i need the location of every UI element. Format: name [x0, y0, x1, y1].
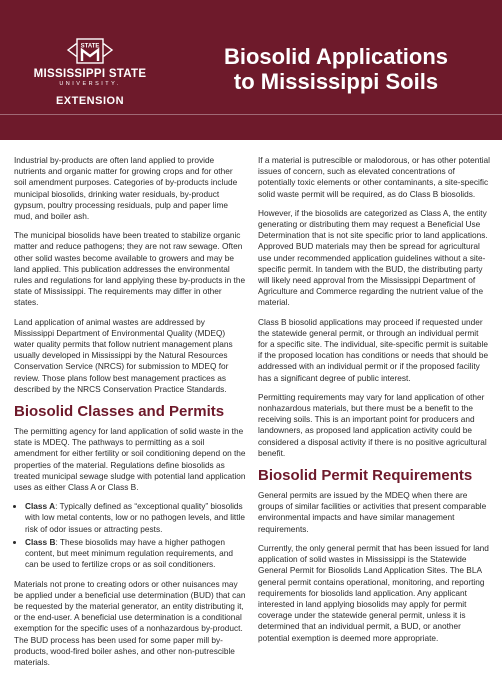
- bud-paragraph: Materials not prone to creating odors or other nuisances may be applied under a beneficial use determination (BUD) that can be requested by the material generator, an entity distributing it, or the end-user. A beneficial use determination is a conditional exemption for the specific uses of a nonhazardous by-product. The BUD process has been used for some paper mill by-products, wood-fired boiler ashes, and other non-putrescible materials.: [14, 578, 246, 667]
- putrescible-paragraph: If a material is putrescible or malodorous, or has other potential issues of concern, such as elevated concentrations of potentially toxic elements or other contaminants, a site-specific solid waste permit will be required, as do Class B biosolids.: [258, 155, 490, 199]
- msu-seal-icon: [62, 36, 118, 66]
- statewide-permit-paragraph: Currently, the only general permit that has been issued for land application of solid wastes in Mississippi is the Statewide General Permit for Biosolids Land Application Sites. The BLA general permit contains operational, monitoring, and reporting requirements for biosolids land application. Any applicant interested in land applying biosolids may apply for permit coverage under the statewide general permit, unless it is determined that an individual permit, a BUD, or another potential exemption is deemed more appropriate.: [258, 542, 489, 643]
- list-item-class-a: [25, 501, 246, 535]
- seal-text: STATE: [80, 43, 100, 50]
- page-title: [186, 44, 486, 94]
- logo-wordmark: MISSISSIPPI STATE: [33, 68, 147, 80]
- page-title-line1: Biosolid Applications: [223, 44, 449, 69]
- list-term: Class B: [25, 536, 56, 547]
- biosolids-paragraph: The municipal biosolids have been treated to stabilize organic matter and reduce pathogens; they are not raw sewage. Often other solid wastes become available to growers and may be land applied. This publication addresses the environmental rules and regulations for land applying these by-products in the state of Mississippi. The requirements may differ in other states.: [14, 230, 246, 308]
- permitting-agency-paragraph: The permitting agency for land application of solid waste in the state is MDEQ. The pathways to permitting as a soil amendment for either fertility or soil conditioning depend on the properties of the material. Regulations define biosolids as treated municipal sewage sludge with potential land application uses as either Class A or Class B.: [14, 426, 246, 493]
- list-term: Class A: [25, 501, 56, 512]
- section-heading-permits: Biosolid Permit Requirements: [258, 467, 473, 485]
- intro-paragraph: Industrial by-products are often land applied to provide nutrients and organic matter for growing crops and for other soil amendment purposes. Categories of by-products include municipal biosolids, drinking water residuals, by-product gypsum, poultry processing residuals, pulp and paper lime mud, and boiler ash.: [14, 155, 238, 222]
- list-item-class-b: [25, 537, 246, 571]
- nonhazardous-paragraph: Permitting requirements may vary for land application of other nonhazardous materials, but there must be a benefit to the receiving soils. This is an important point for producers and landowners, as proposed land application activity could be considered a disposal activity if there is no positive agricultural benefit.: [258, 391, 487, 458]
- list-text: : Typically defined as “exceptional quality” biosolids with low metal contents, low or no pathogen levels, and little risk of odor issues or attracting pests.: [25, 501, 245, 534]
- animal-waste-paragraph: Land application of animal wastes are addressed by Mississippi Department of Environmental Quality (MDEQ) water quality permits that follow nutrient management plans usually developed in Mississippi by the Natural Resources Conservation Service (NRCS) for submission to MDEQ for review. Those plans follow best management practices as described by the NRCS Conservation Practice Standards.: [14, 316, 233, 394]
- header-banner: [0, 0, 502, 140]
- general-permit-paragraph: General permits are issued by the MDEQ when there are groups of similar facilities or activities that present comparable environmental impacts and have similar management requirements.: [258, 490, 487, 534]
- logo-university: UNIVERSITY.: [59, 81, 121, 87]
- right-column: [258, 155, 490, 652]
- class-b-paragraph: Class B biosolid applications may proceed if requested under the statewide general permit, or through an individual permit for a specific site. The individual, site-specific permit is suitable if the proposed location has conditions or needs that should be addressed with an individual permit or if the proposed facility has a significant degree of public interest.: [258, 316, 489, 383]
- msu-extension-logo: [26, 36, 154, 124]
- logo-extension: EXTENSION: [55, 95, 125, 107]
- section-heading-classes: Biosolid Classes and Permits: [14, 403, 225, 421]
- list-text: : These biosolids may have a higher pathogen content, but meet minimum regulation requirements, and can be used to fertilize crops or as soil conditioners.: [25, 536, 233, 570]
- page-title-line2: to Mississippi Soils: [233, 69, 439, 94]
- left-column: [14, 155, 246, 676]
- class-list: [14, 501, 246, 570]
- class-a-bud-paragraph: However, if the biosolids are categorized as Class A, the entity generating or distributing them may request a Beneficial Use Determination that is not site specific prior to land applications. Approved BUD materials may then be spread for agricultural use under recommended application guidelines without a site-specific permit. In tandem with the BUD, the distributing party will likely need approval from the Mississippi Department of Agriculture and Commerce regarding the nutrient value of the material.: [258, 207, 488, 308]
